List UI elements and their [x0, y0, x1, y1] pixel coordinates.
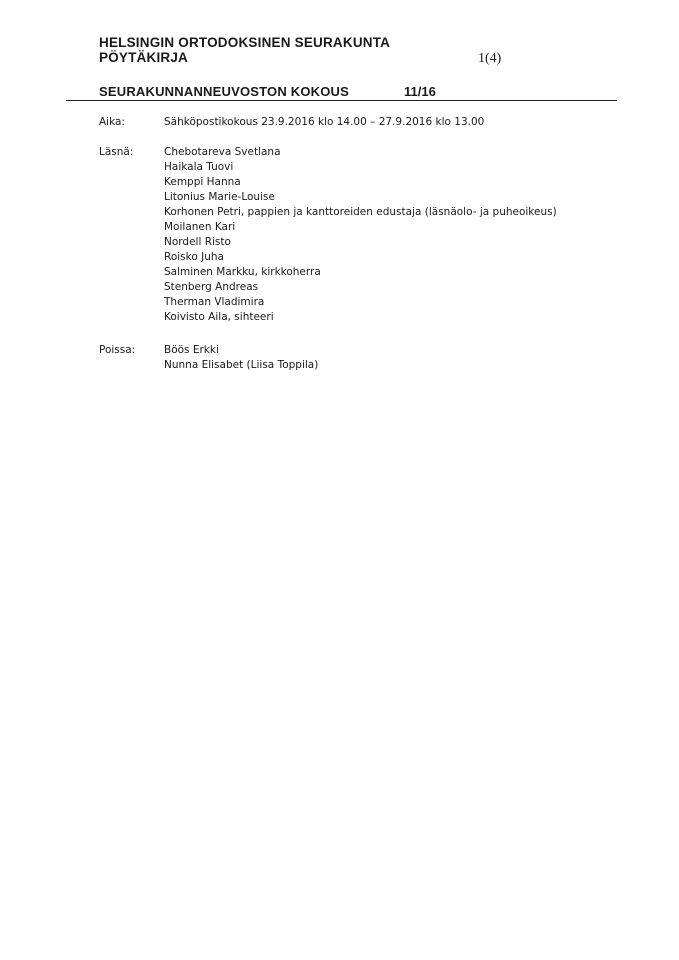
present-member: Moilanen Kari: [164, 221, 236, 233]
present-member: Nordell Risto: [164, 236, 231, 248]
absent-member: Nunna Elisabet (Liisa Toppila): [164, 359, 319, 371]
meeting-number: 11/16: [404, 84, 436, 99]
present-member: Haikala Tuovi: [164, 161, 234, 173]
absent-label: Poissa:: [99, 344, 136, 356]
time-value: Sähköpostikokous 23.9.2016 klo 14.00 – 27.9.2016 klo 13.00: [164, 116, 485, 128]
present-member: Therman Vladimira: [164, 296, 265, 308]
absent-member: Böös Erkki: [164, 344, 219, 356]
time-label: Aika:: [99, 116, 125, 128]
present-member: Kemppi Hanna: [164, 176, 241, 188]
present-label: Läsnä:: [99, 146, 134, 158]
header-divider: [66, 100, 617, 101]
document-type: PÖYTÄKIRJA: [99, 50, 189, 65]
organization-name: HELSINGIN ORTODOKSINEN SEURAKUNTA: [99, 35, 391, 50]
present-member: Chebotareva Svetlana: [164, 146, 281, 158]
present-member: Koivisto Aila, sihteeri: [164, 311, 274, 323]
present-member: Korhonen Petri, pappien ja kanttoreiden edustaja (läsnäolo- ja puheoikeus): [164, 206, 557, 218]
present-member: Stenberg Andreas: [164, 281, 259, 293]
page-number: 1(4): [478, 51, 502, 66]
meeting-title: SEURAKUNNANNEUVOSTON KOKOUS: [99, 84, 350, 99]
present-member: Roisko Juha: [164, 251, 224, 263]
present-member: Salminen Markku, kirkkoherra: [164, 266, 321, 278]
present-member: Litonius Marie-Louise: [164, 191, 275, 203]
